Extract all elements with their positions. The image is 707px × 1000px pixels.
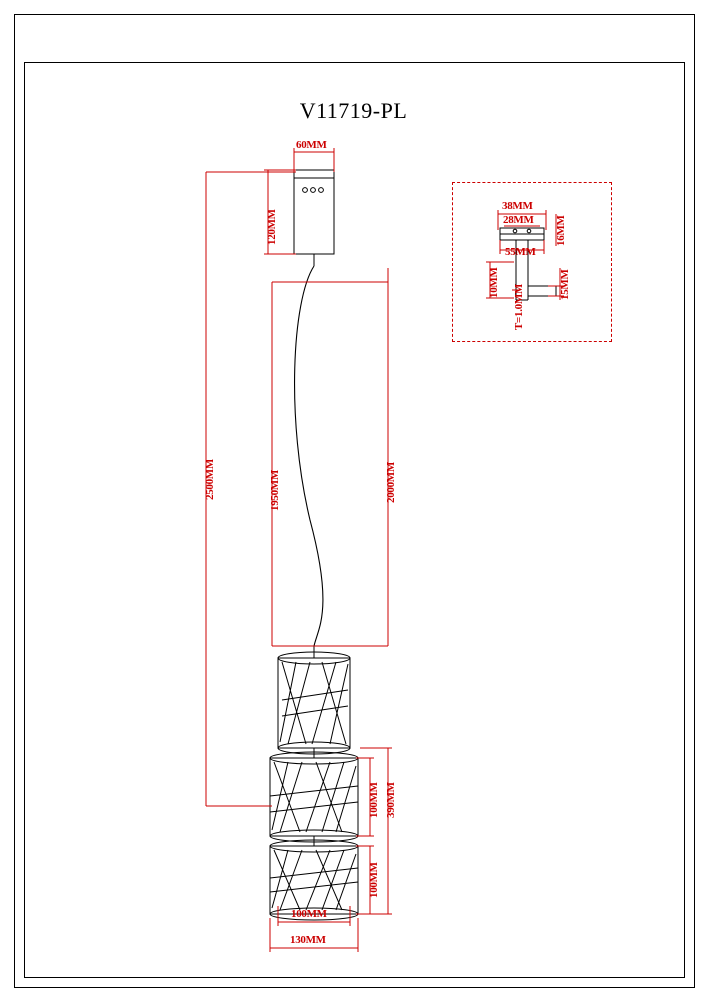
dim-plate-outer: 38MM — [502, 200, 533, 212]
dim-shade-diameter: 100MM — [291, 908, 327, 920]
dim-total-drop: 2500MM — [204, 459, 216, 500]
dim-shade-height-bottom: 100MM — [368, 862, 380, 898]
dim-wire-drop: 2000MM — [385, 462, 397, 503]
dim-thickness-right-upper: 16MM — [555, 215, 567, 246]
dim-canopy-width: 60MM — [296, 139, 327, 151]
dim-canopy-height: 120MM — [266, 209, 278, 245]
dim-shade-height-mid: 100MM — [368, 782, 380, 818]
dim-shade-group-height: 390MM — [385, 782, 397, 818]
dim-thickness-right-lower: 15MM — [559, 269, 571, 300]
dim-plate-base: 55MM — [505, 246, 536, 258]
dim-plate-inner: 28MM — [503, 214, 534, 226]
page-title: V11719-PL — [299, 98, 408, 123]
dim-overall-width: 130MM — [290, 934, 326, 946]
dim-height-left: 10MM — [488, 267, 500, 298]
dim-cable-drop: 1950MM — [269, 470, 281, 511]
dim-thickness-note: T=1.0MM — [513, 283, 525, 330]
